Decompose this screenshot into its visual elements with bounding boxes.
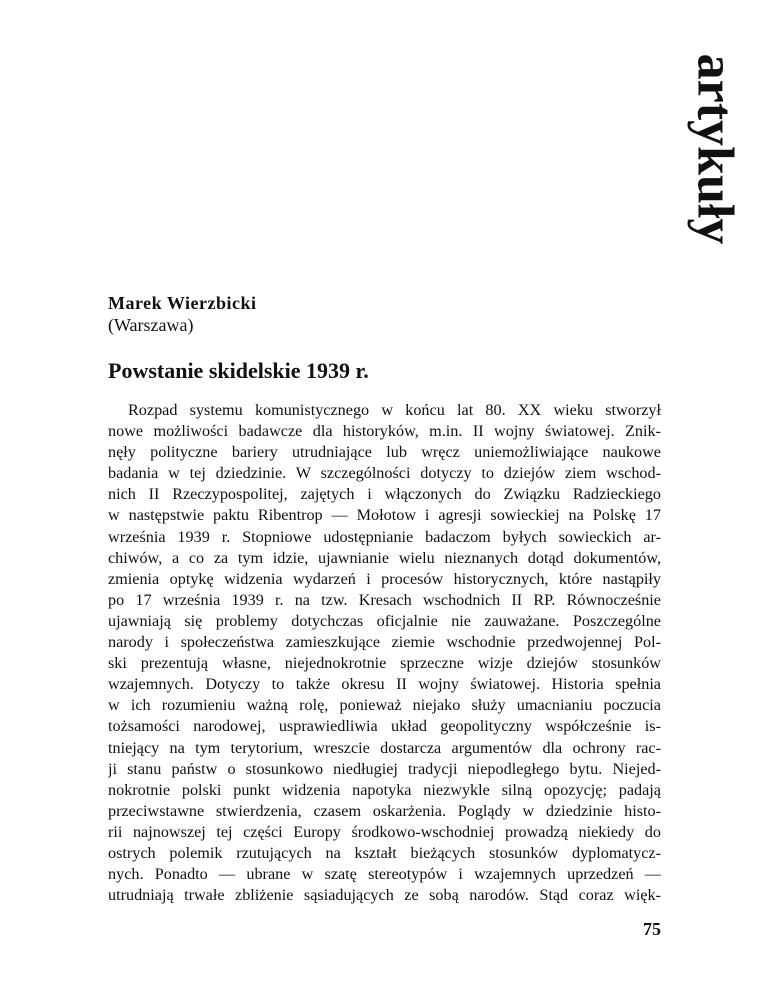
- body-line: w następstwie paktu Ribentrop — Mołotow i agresji sowieckiej na Polskę 17: [108, 506, 661, 525]
- body-line: nych. Ponadto — ubrane w szatę stereotypów i wzajemnych uprzedzeń —: [108, 865, 661, 884]
- body-line: nowe możliwości badawcze dla historyków, m.in. II wojny światowej. Znik-: [108, 422, 661, 441]
- body-line: w ich rozumieniu ważną rolę, ponieważ niejako służy umacnianiu poczucia: [108, 696, 661, 715]
- author-block: [108, 292, 256, 336]
- body-line: utrudniają trwałe zbliżenie sąsiadujących ze sobą narodów. Stąd coraz więk-: [108, 886, 661, 905]
- body-line: wzajemnych. Dotyczy to także okresu II wojny światowej. Historia spełnia: [108, 675, 661, 694]
- body-line: ski prezentują własne, niejednokrotnie sprzeczne wizje dziejów stosunków: [108, 654, 661, 673]
- body-line: ji stanu państw o stosunkowo niedługiej tradycji niepodległego bytu. Niejed-: [108, 759, 661, 778]
- body-line: września 1939 r. Stopniowe udostępnianie badaczom byłych sowieckich ar-: [108, 527, 661, 546]
- article-body: [108, 400, 661, 906]
- body-line: narody i społeczeństwa zamieszkujące ziemie wschodnie przedwojennej Pol-: [108, 633, 661, 652]
- body-line: przeciwstawne stwierdzenia, czasem oskarżenia. Poglądy w dziedzinie histo-: [108, 801, 661, 820]
- body-line: chiwów, a co za tym idzie, ujawnianie wielu nieznanych dotąd dokumentów,: [108, 548, 661, 567]
- author-name: Marek Wierzbicki: [108, 293, 257, 313]
- body-line: nęły polityczne bariery utrudniające lub wręcz uniemożliwiające naukowe: [108, 443, 661, 462]
- page-number: 75: [643, 919, 661, 939]
- body-line: nich II Rzeczypospolitej, zajętych i włączonych do Związku Radzieckiego: [108, 485, 661, 504]
- body-line: tożsamości narodowej, usprawiedliwia układ geopolityczny współcześnie is-: [108, 717, 661, 736]
- body-line: po 17 września 1939 r. na tzw. Kresach wschodnich II RP. Równocześnie: [108, 590, 661, 609]
- body-line: zmienia optykę widzenia wydarzeń i procesów historycznych, które nastąpiły: [108, 569, 661, 588]
- body-line: tniejący na tym terytorium, wreszcie dostarcza argumentów dla ochrony rac-: [108, 738, 661, 757]
- body-line: Rozpad systemu komunistycznego w końcu lat 80. XX wieku stworzył: [128, 401, 661, 419]
- body-line: nokrotnie polski punkt widzenia napotyka niezwykle silną opozycję; padają: [108, 780, 661, 799]
- author-location: (Warszawa): [108, 315, 194, 335]
- body-line: ostrych polemik rzutujących na kształt bieżących stosunków dyplomatycz-: [108, 843, 661, 862]
- body-line: rii najnowszej tej części Europy środkowo-wschodniej prowadzą niekiedy do: [108, 822, 661, 841]
- article-title: Powstanie skidelskie 1939 r.: [108, 358, 369, 383]
- section-label: [686, 38, 743, 260]
- section-label-text: artykuły: [686, 53, 743, 245]
- body-line: ujawniają się problemy dotychczas oficjalnie nie zauważane. Poszczególne: [108, 611, 661, 630]
- body-line: badania w tej dziedzinie. W szczególności dotyczy to dziejów ziem wschod-: [108, 464, 661, 483]
